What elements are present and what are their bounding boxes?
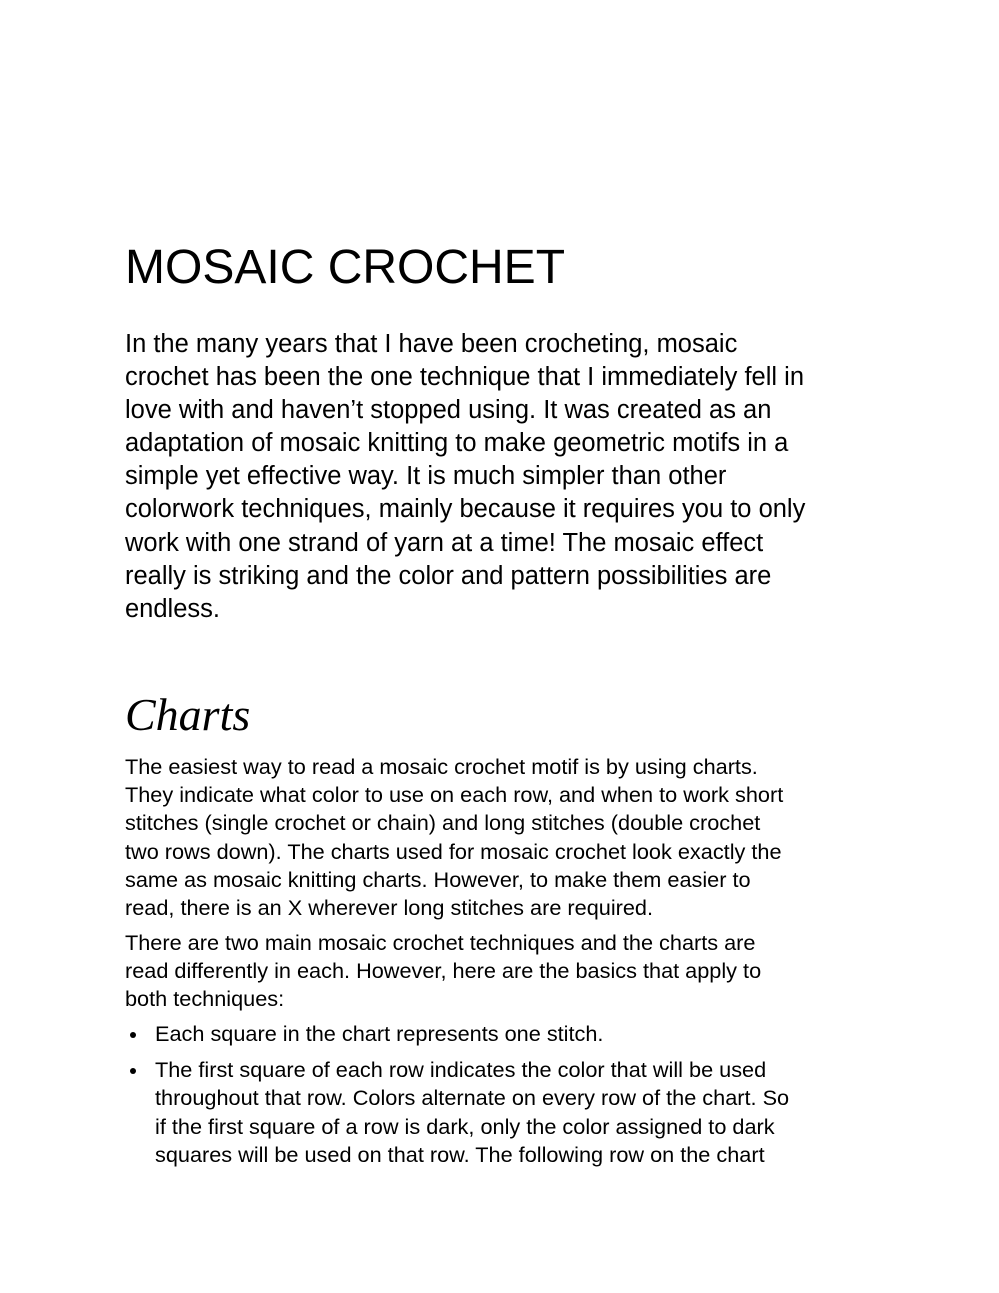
paragraph-line: read, there is an X wherever long stitches are required. bbox=[125, 895, 654, 921]
intro-line: simple yet effective way. It is much simpler than other bbox=[125, 462, 727, 491]
intro-line: endless. bbox=[125, 594, 220, 623]
bullet-line: throughout that row. Colors alternate on every row of the chart. So bbox=[155, 1085, 790, 1111]
intro-line: love with and haven’t stopped using. It was created as an bbox=[125, 396, 772, 425]
bullet-dot-icon bbox=[130, 1032, 136, 1038]
paragraph-line: They indicate what color to use on each row, and when to work short bbox=[125, 782, 784, 808]
paragraph-line: stitches (single crochet or chain) and long stitches (double crochet bbox=[125, 810, 761, 836]
paragraph-line: The easiest way to read a mosaic crochet motif is by using charts. bbox=[125, 754, 758, 779]
bullet-line: squares will be used on that row. The following row on the chart bbox=[155, 1141, 765, 1167]
bullet-line: if the first square of a row is dark, only the color assigned to dark bbox=[155, 1113, 775, 1139]
charts-paragraph-2 bbox=[125, 929, 885, 1014]
bullet-dot-icon bbox=[130, 1068, 136, 1074]
intro-line: In the many years that I have been crocheting, mosaic bbox=[125, 330, 738, 358]
bullet-item bbox=[125, 1020, 885, 1048]
charts-paragraph-1 bbox=[125, 753, 885, 922]
paragraph-line: two rows down). The charts used for mosaic crochet look exactly the bbox=[125, 838, 782, 864]
paragraph-line: both techniques: bbox=[125, 986, 285, 1012]
section-heading-charts: Charts bbox=[125, 689, 251, 740]
bullet-item bbox=[125, 1056, 885, 1169]
bullet-line: Each square in the chart represents one stitch. bbox=[155, 1021, 604, 1046]
intro-line: really is striking and the color and pattern possibilities are bbox=[125, 561, 772, 590]
paragraph-line: There are two main mosaic crochet techniques and the charts are bbox=[125, 930, 756, 955]
bullet-line: The first square of each row indicates the color that will be used bbox=[155, 1057, 767, 1083]
paragraph-line: same as mosaic knitting charts. However, to make them easier to bbox=[125, 866, 751, 892]
basics-bullet-list bbox=[125, 1020, 885, 1177]
intro-paragraph bbox=[125, 328, 885, 626]
intro-line: work with one strand of yarn at a time! The mosaic effect bbox=[125, 528, 764, 557]
paragraph-line: read differently in each. However, here are the basics that apply to bbox=[125, 958, 762, 984]
intro-line: crochet has been the one technique that I immediately fell in bbox=[125, 363, 804, 392]
page-title: MOSAIC CROCHET bbox=[125, 241, 566, 294]
intro-line: adaptation of mosaic knitting to make geometric motifs in a bbox=[125, 429, 789, 458]
intro-line: colorwork techniques, mainly because it requires you to only bbox=[125, 495, 806, 524]
